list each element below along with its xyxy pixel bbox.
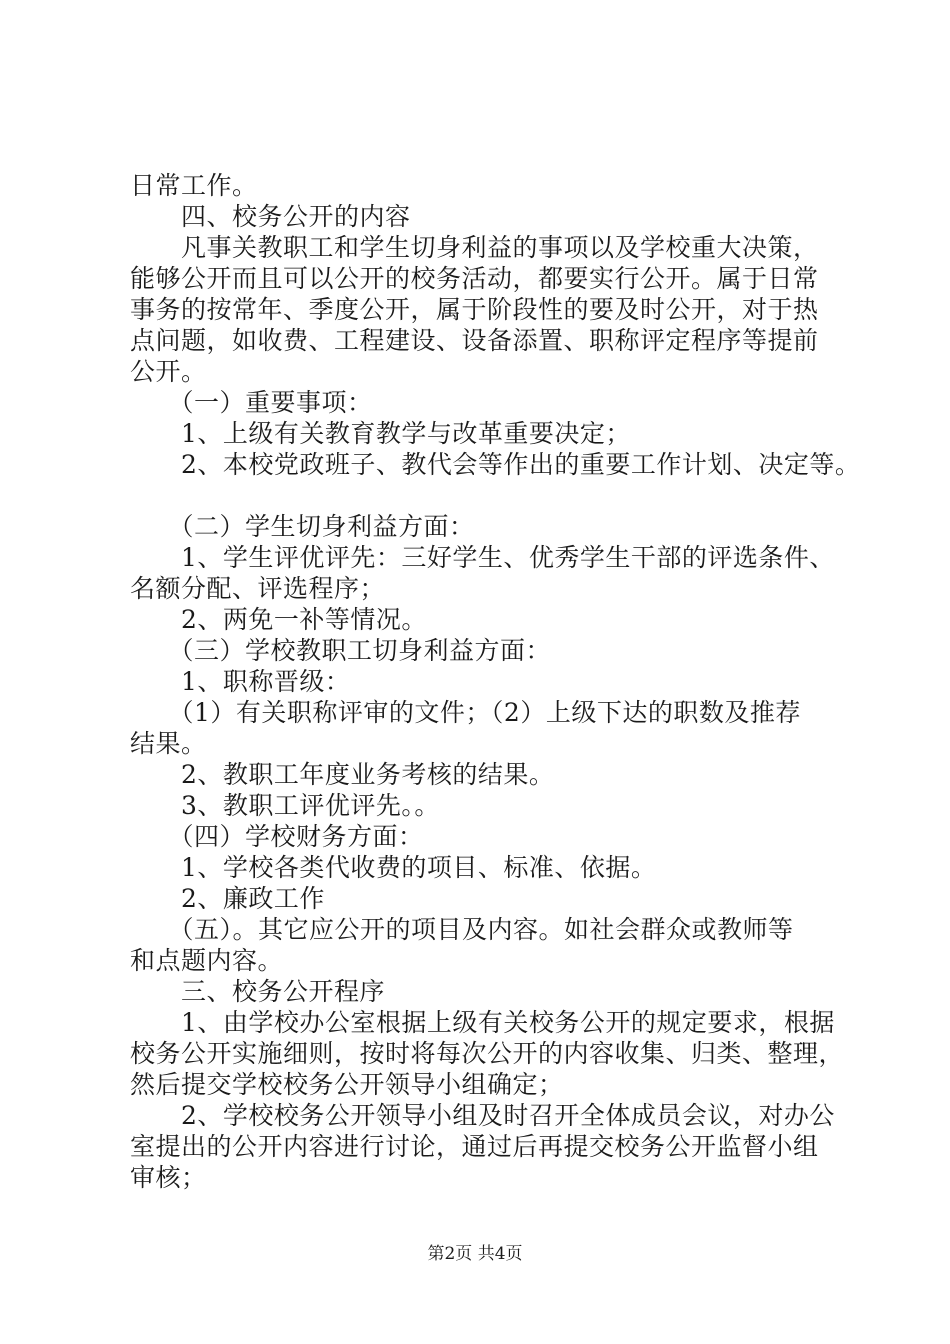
subsection-heading: （三）学校教职工切身利益方面： xyxy=(130,636,552,665)
list-item: 3、教职工评优评先。。 xyxy=(130,791,440,820)
text-line: 和点题内容。 xyxy=(130,946,284,975)
list-item: 2、本校党政班子、教代会等作出的重要工作计划、决定等。 xyxy=(130,450,861,479)
list-item: 2、廉政工作 xyxy=(130,884,325,913)
list-item: （1）有关职称评审的文件；（2）上级下达的职数及推荐 xyxy=(130,698,801,727)
text-line: 凡事关教职工和学生切身利益的事项以及学校重大决策， xyxy=(130,233,819,262)
text-line: 名额分配、评选程序； xyxy=(130,574,386,603)
subsection-heading: （一）重要事项： xyxy=(130,388,373,417)
text-line: 事务的按常年、季度公开，属于阶段性的要及时公开，对于热 xyxy=(130,295,819,324)
text-line: 公开。 xyxy=(130,357,207,386)
list-item: 1、学生评优评先：三好学生、优秀学生干部的评选条件、 xyxy=(130,543,835,572)
text-line: 然后提交学校校务公开领导小组确定； xyxy=(130,1070,564,1099)
section-heading: 三、校务公开程序 xyxy=(130,977,386,1006)
text-line: 能够公开而且可以公开的校务活动，都要实行公开。属于日常 xyxy=(130,264,819,293)
list-item: 2、学校校务公开领导小组及时召开全体成员会议，对办公 xyxy=(130,1101,835,1130)
section-heading: 四、校务公开的内容 xyxy=(130,202,411,231)
subsection-heading: （五）。其它应公开的项目及内容。如社会群众或教师等 xyxy=(130,915,794,944)
text-line: 结果。 xyxy=(130,729,207,758)
subsection-heading: （四）学校财务方面： xyxy=(130,822,424,851)
text-line: 日常工作。 xyxy=(130,171,258,200)
list-item: 1、学校各类代收费的项目、标准、依据。 xyxy=(130,853,657,882)
text-line: 室提出的公开内容进行讨论，通过后再提交校务公开监督小组 xyxy=(130,1132,819,1161)
blank-line xyxy=(130,480,850,511)
list-item: 2、两免一补等情况。 xyxy=(130,605,427,634)
subsection-heading: （二）学生切身利益方面： xyxy=(130,512,475,541)
text-line: 点问题，如收费、工程建设、设备添置、职称评定程序等提前 xyxy=(130,326,819,355)
text-line: 校务公开实施细则，按时将每次公开的内容收集、归类、整理， xyxy=(130,1039,845,1068)
list-item: 1、由学校办公室根据上级有关校务公开的规定要求，根据 xyxy=(130,1008,835,1037)
list-item: 2、教职工年度业务考核的结果。 xyxy=(130,760,555,789)
document-body xyxy=(130,170,861,1193)
list-item: 1、职称晋级： xyxy=(130,667,351,696)
list-item: 1、上级有关教育教学与改革重要决定； xyxy=(130,419,631,448)
page-number-footer: 第2页 共4页 xyxy=(427,1244,523,1264)
text-line: 审核； xyxy=(130,1163,207,1192)
